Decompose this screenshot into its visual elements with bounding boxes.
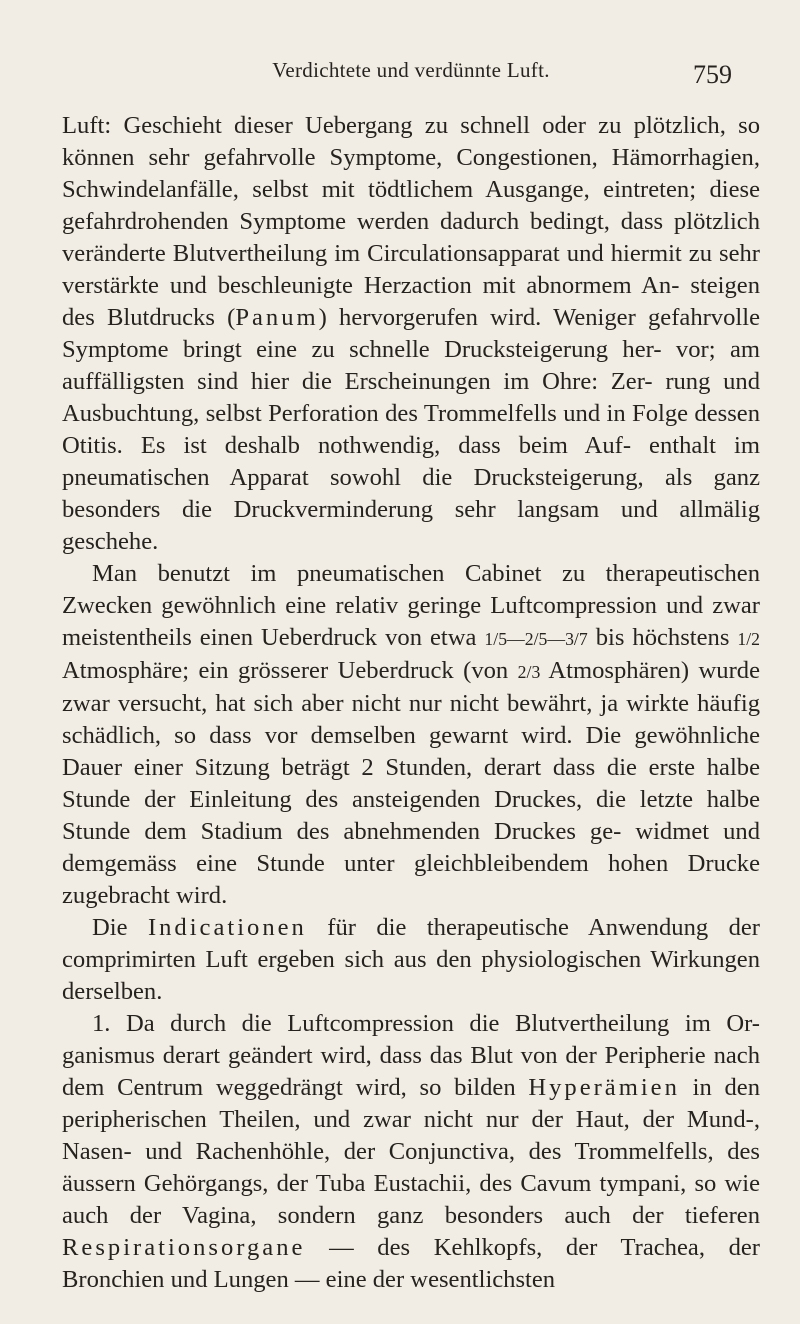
text-segment: in den peripherischen Theilen, und zwar nicht nur der Haut, der Mund-, Nasen- und Rachenhöhle, der Conjunctiva, des Trommelfells, des äussern Gehörgangs, der Tuba Eustachii, des Cavum tympani, so wie auch der Vagina, sondern ganz besonders auch der tieferen <box>62 1074 760 1229</box>
text-segment: Atmosphären) wurde zwar versucht, hat sich aber nicht nur nicht bewährt, ja wirkte häufig schädlich, so dass vor demselben gewarnt wird. Die gewöhnliche Dauer einer Sitzung beträgt 2 Stunden, derart dass die erste halbe Stunde der Einleitung des ansteigenden Druckes, die letzte halbe Stunde dem Stadium des abnehmenden Druckes ge- widmet und demgemäss eine Stunde unter gleichbleibendem hohen Drucke zugebracht wird. <box>62 657 761 909</box>
emphasized-term: Respirationsorgane <box>62 1234 306 1261</box>
fraction-half: 1/2 <box>737 629 761 649</box>
text-segment: bis höchstens <box>587 624 738 651</box>
text-segment: Man benutzt im pneumatischen Cabinet zu therapeutischen Zwecken gewöhnlich eine relativ geringe Luftcompression und zwar meistentheils einen Ueberdruck von etwa <box>62 560 760 651</box>
text-segment: Atmosphäre; ein grösserer Ueberdruck (von <box>62 657 518 684</box>
body-text <box>62 110 760 1296</box>
paragraph-1 <box>62 110 760 558</box>
running-title: Verdichtete und verdünnte Luft. <box>272 58 550 82</box>
paragraph-3 <box>62 912 760 1008</box>
text-segment: Luft: Geschieht dieser Uebergang zu schnell oder zu plötzlich, so können sehr gefahrvolle Symptome, Congestionen, Hämorrhagien, Schwindelanfälle, selbst mit tödtlichem Ausgange, eintreten; diese gefahrdrohenden Symptome werden dadurch bedingt, dass plötzlich veränderte Blutvertheilung im Circulationsapparat und hiermit zu sehr verstärkte und beschleunigte Herzaction mit abnormem An- steigen des Blutdrucks ( <box>62 112 760 331</box>
fraction-range: 1/5—2/5—3/7 <box>484 629 588 649</box>
text-segment: — des Kehlkopfs, der Trachea, der Bronchien und Lungen — eine der wesentlichsten <box>62 1234 760 1293</box>
text-segment: ) hervorgerufen wird. Weniger gefahrvolle Symptome bringt eine zu schnelle Drucksteigerung her- vor; am auffälligsten sind hier die Erscheinungen im Ohre: Zer- rung und Ausbuchtung, selbst Perforation des Trommelfells und in Folge dessen Otitis. Es ist deshalb nothwendig, dass beim Auf- enthalt im pneumatischen Apparat sowohl die Drucksteigerung, als ganz besonders die Druckverminderung sehr langsam und allmälig geschehe. <box>62 304 760 555</box>
emphasized-term: Indicationen <box>147 914 307 941</box>
text-segment: für die therapeutische Anwendung der comprimirten Luft ergeben sich aus den physiologischen Wirkungen derselben. <box>62 914 760 1005</box>
author-name: Panum <box>235 304 319 331</box>
paragraph-2 <box>62 558 760 912</box>
text-segment: Die <box>92 914 148 941</box>
fraction-two-thirds: 2/3 <box>517 662 541 682</box>
running-header <box>62 58 760 88</box>
text-segment: 1. Da durch die Luftcompression die Blutvertheilung im Or- ganismus derart geändert wird, dass das Blut von der Peripherie nach dem Centrum weggedrängt wird, so bilden <box>62 1010 760 1101</box>
page-number: 759 <box>693 60 732 89</box>
paragraph-4 <box>62 1008 760 1296</box>
emphasized-term: Hyperämien <box>528 1074 680 1101</box>
